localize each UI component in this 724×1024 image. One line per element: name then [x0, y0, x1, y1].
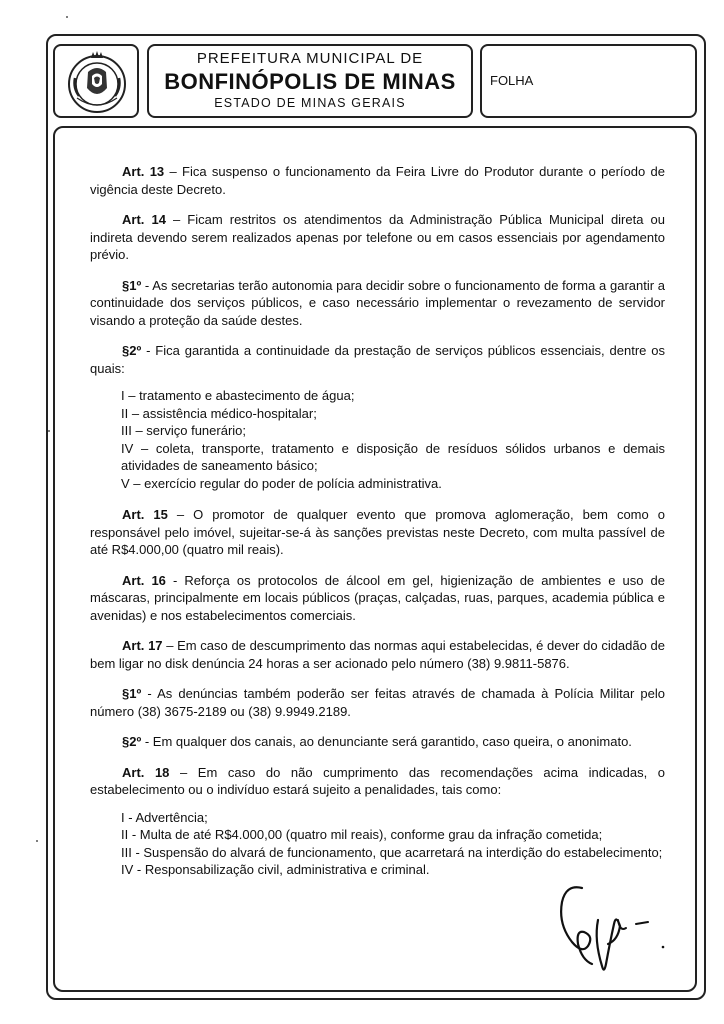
article-18-text: – Em caso do não cumprimento das recomendações acima indicadas, o estabelecimento ou o indivíduo estará sujeito a penalidades, tais como:	[90, 764, 665, 797]
article-16-heading: Art. 16	[122, 572, 166, 588]
article-14	[90, 211, 665, 264]
article-17-paragraph-1	[90, 685, 665, 720]
list-item: IV - Responsabilização civil, administrativa e criminal.	[121, 862, 430, 877]
list-item: I – tratamento e abastecimento de água;	[121, 388, 355, 403]
list-item: V – exercício regular do poder de polícia administrativa.	[121, 475, 442, 491]
seal-box	[53, 44, 139, 118]
header-line-state: ESTADO DE MINAS GERAIS	[214, 96, 406, 110]
article-13-text: – Fica suspenso o funcionamento da Feira Livre do Produtor durante o período de vigência deste Decreto.	[90, 164, 665, 197]
scan-speck	[48, 430, 50, 432]
article-15-text: – O promotor de qualquer evento que promova aglomeração, bem como o responsável pelo imóvel, sujeitar-se-á às sanções previstas neste Decreto, com multa passível de até R$4.000,00 (quatro mil reais).	[90, 507, 665, 557]
list-item: I - Advertência;	[121, 809, 208, 825]
list-item: III – serviço funerário;	[121, 423, 246, 438]
article-14-text: – Ficam restritos os atendimentos da Administração Pública Municipal direta ou indireta devendo serem realizados apenas por telefone ou em casos essenciais por agendamento prévio.	[90, 212, 665, 262]
paragraph-1-heading: §1º	[122, 277, 142, 293]
article-17-text: – Em caso de descumprimento das normas aqui estabelecidas, é dever do cidadão de bem ligar no disk denúncia 24 horas a ser acionado pelo número (38) 9.9811-5876.	[90, 638, 665, 671]
article-17	[90, 637, 665, 672]
scan-speck	[36, 840, 38, 842]
paragraph-2-text: - Em qualquer dos canais, ao denunciante será garantido, caso queira, o anonimato.	[141, 734, 632, 749]
paragraph-2-heading: §2º	[122, 734, 142, 749]
scan-speck	[66, 16, 68, 18]
municipal-seal-icon	[63, 48, 131, 116]
paragraph-1-text: - As secretarias terão autonomia para decidir sobre o funcionamento de forma a garantir a continuidade dos serviços públicos, e caso necessário implementar o revezamento de servidor visando a proteção da saúde destes.	[90, 277, 665, 328]
header-line-prefeitura: PREFEITURA MUNICIPAL DE	[196, 50, 424, 67]
penalties-list	[90, 809, 665, 879]
folha-box	[480, 44, 697, 118]
article-16	[90, 572, 665, 625]
article-18	[90, 764, 665, 799]
folha-label: FOLHA	[490, 73, 534, 88]
paragraph-1-text: - As denúncias também poderão ser feitas através de chamada à Polícia Militar pelo número (38) 3675-2189 ou (38) 9.9949.2189.	[90, 686, 665, 719]
article-14-heading: Art. 14	[122, 212, 166, 227]
list-item: III - Suspensão do alvará de funcionamento, que acarretará na interdição do estabelecimento;	[121, 844, 663, 860]
list-item: IV – coleta, transporte, tratamento e disposição de resíduos sólidos urbanos e demais atividades de saneamento básico;	[121, 440, 665, 473]
essential-services-list	[90, 387, 665, 492]
article-18-heading: Art. 18	[122, 764, 170, 780]
article-17-paragraph-2	[90, 733, 665, 751]
signature-icon	[548, 880, 678, 980]
article-13-heading: Art. 13	[122, 164, 165, 179]
article-15	[90, 506, 665, 559]
article-14-paragraph-1	[90, 277, 665, 330]
article-17-heading: Art. 17	[122, 638, 163, 653]
list-item: II - Multa de até R$4.000,00 (quatro mil reais), conforme grau da infração cometida;	[121, 827, 603, 842]
paragraph-2-heading: §2º	[122, 343, 142, 358]
list-item: II – assistência médico-hospitalar;	[121, 405, 317, 421]
paragraph-2-text: - Fica garantida a continuidade da prestação de serviços públicos essenciais, dentre os quais:	[90, 343, 665, 376]
paragraph-1-heading: §1º	[122, 686, 142, 701]
article-14-paragraph-2	[90, 342, 665, 377]
article-16-text: - Reforça os protocolos de álcool em gel, higienização de ambientes e uso de máscaras, principalmente em locais públicos (praças, calçadas, ruas, parques, academia pública e avenidas) e nos estabelecimentos comerciais.	[90, 572, 665, 623]
document-body	[90, 163, 665, 893]
article-15-heading: Art. 15	[122, 507, 168, 522]
article-13	[90, 163, 665, 198]
header-line-municipality: BONFINÓPOLIS DE MINAS	[164, 69, 456, 94]
header-title-box	[147, 44, 473, 118]
